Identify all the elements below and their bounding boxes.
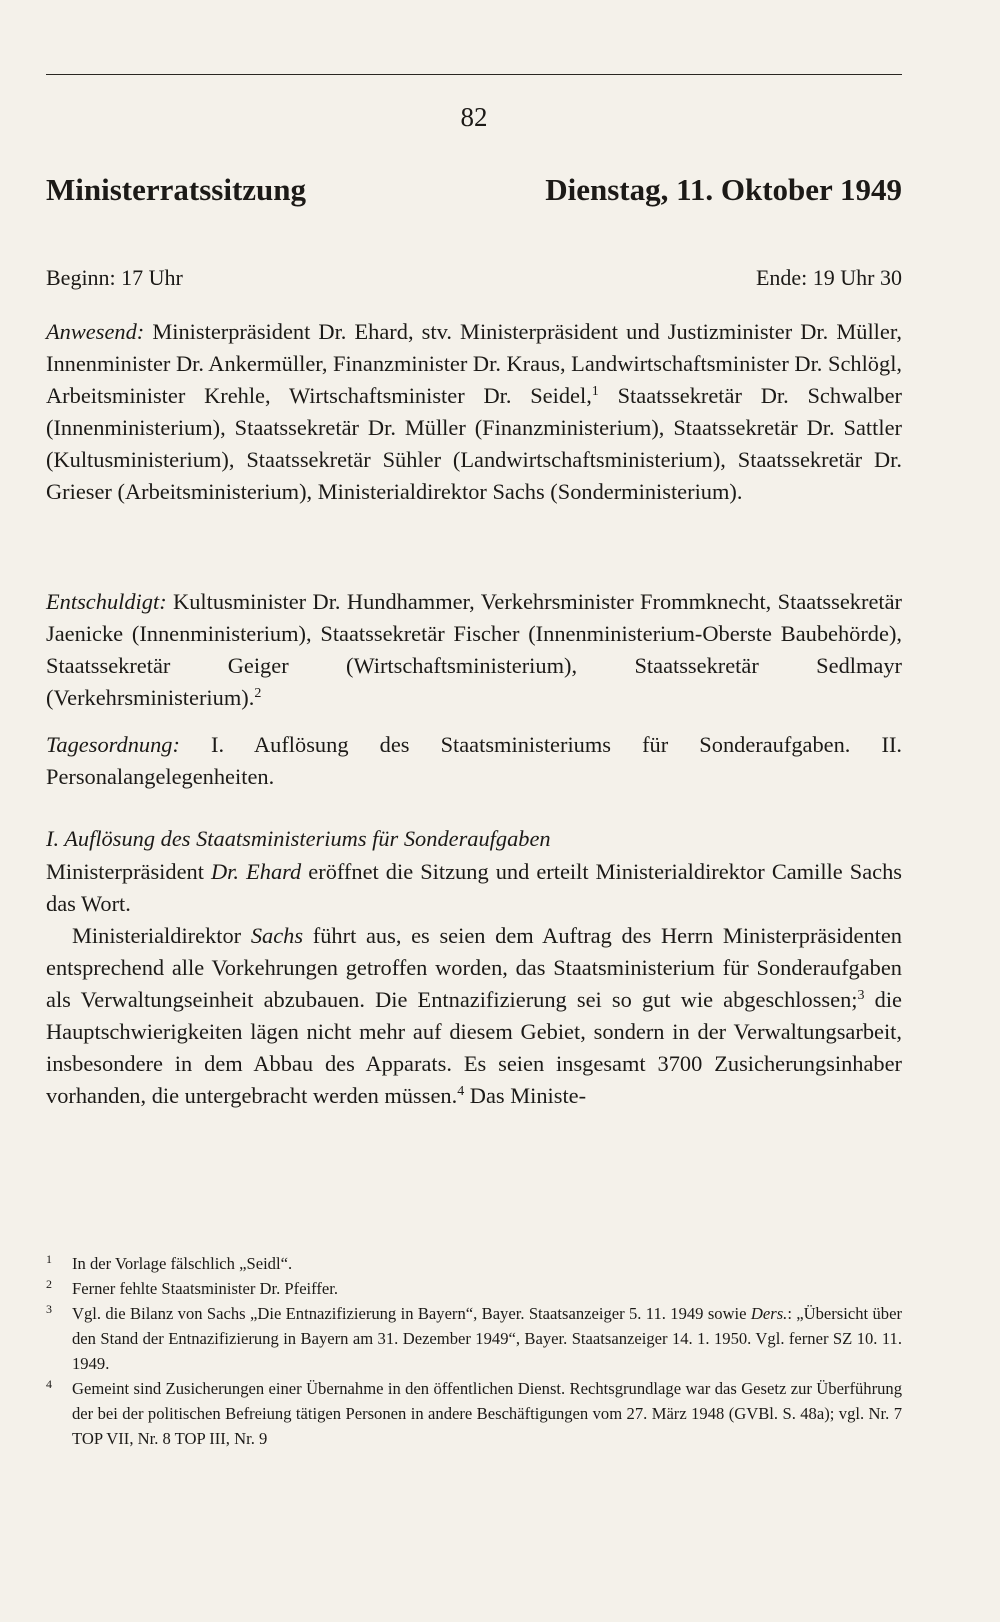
- para1-text-a: Ministerpräsident: [46, 859, 212, 884]
- agenda-label: Tagesordnung:: [46, 732, 180, 757]
- end-time: Ende: 19 Uhr 30: [755, 265, 902, 290]
- excused-text: Kultusminister Dr. Hundhammer, Verkehrsminister Frommknecht, Staatssekretär Jaenicke (Innenministerium), Staatssekretär Fischer (Innenministerium-Oberste Baubehörde), Staatssekretär Geiger (Wirtschaftsministerium), Staatssekretär Sedlmayr (Verkehrsministerium).: [46, 589, 902, 710]
- footnote-ref-3: 3: [857, 988, 865, 1003]
- footnote-text: Gemeint sind Zusicherungen einer Übernahme in den öffentlichen Dienst. Rechtsgrundlage war das Gesetz zur Überführung der bei der politischen Befreiung tätigen Personen in andere Beschäftigungen vom 27. März 1948 (GVBl. S. 48a); vgl. Nr. 7 TOP VII, Nr. 8 TOP III, Nr. 9: [72, 1379, 902, 1448]
- para2-text-a: Ministerialdirektor: [72, 923, 251, 948]
- footnote-text: In der Vorlage fälschlich „Seidl“.: [72, 1254, 293, 1273]
- footnote-ref-1: 1: [591, 384, 599, 399]
- header-rule: [46, 74, 902, 75]
- page-number: 82: [460, 102, 488, 132]
- speaker-name-ehard: Dr. Ehard: [211, 859, 302, 884]
- begin-time: Beginn: 17 Uhr: [46, 265, 183, 290]
- meeting-date: Dienstag, 11. Oktober 1949: [545, 172, 902, 207]
- footnote-text: [72, 1301, 902, 1376]
- document-page: [46, 0, 902, 1622]
- attendees-label: Anwesend:: [46, 319, 145, 344]
- excused-paragraph: [46, 586, 902, 714]
- body-paragraph-2: [46, 920, 902, 1112]
- attendees-text-a: Ministerpräsident Dr. Ehard, stv. Ministerpräsident und Justizminister Dr. Müller, Innenminister Dr. Ankermüller, Finanzminister Dr. Kraus, Landwirtschaftsminister Dr. Schlögl, Arbeitsminister Krehle, Wirtschaftsminister Dr. Seidel,: [46, 319, 903, 408]
- footnote-1: [46, 1251, 902, 1276]
- para2-text-d: Das Ministe-: [464, 1083, 587, 1108]
- para2-text-b: führt aus, es seien dem Auftrag des Herrn Ministerpräsidenten entsprechend alle Vorkehrungen getroffen worden, das Staatsministerium für Sonderaufgaben als Verwaltungseinheit abzubauen. Die Entnazifizierung sei so gut wie abgeschlossen;: [46, 923, 902, 1012]
- footnote-3-text-b: : „Übersicht über den Stand der Entnazifizierung in Bayern am 31. Dezember 1949“, Bayer. Staatsanzeiger 14. 1. 1950. Vgl. ferner SZ 10. 11. 1949.: [72, 1304, 902, 1373]
- footnote-text: Ferner fehlte Staatsminister Dr. Pfeiffer.: [72, 1279, 339, 1298]
- para1-text-b: eröffnet die Sitzung und erteilt Ministerialdirektor Camille Sachs das Wort.: [46, 859, 903, 916]
- meeting-times: [46, 265, 902, 291]
- body-paragraph-1: [46, 856, 902, 920]
- footnote-4: [46, 1376, 902, 1451]
- attendees-text-b: Staatssekretär Dr. Schwalber (Innenministerium), Staatssekretär Dr. Müller (Finanzministerium), Staatssekretär Dr. Sattler (Kultusministerium), Staatssekretär Sühler (Landwirtschaftsministerium), Staatssekretär Dr. Grieser (Arbeitsministerium), Ministerialdirektor Sachs (Sonderministerium).: [46, 383, 902, 504]
- footnote-number: 4: [46, 1377, 52, 1391]
- footnote-ref-4: 4: [457, 1084, 465, 1099]
- agenda-text: I. Auflösung des Staatsministeriums für Sonderaufgaben. II. Personalangelegenheiten.: [46, 732, 902, 789]
- footnote-3-text-a: Vgl. die Bilanz von Sachs „Die Entnazifizierung in Bayern“, Bayer. Staatsanzeiger 5. 11. 1949 sowie: [72, 1304, 751, 1323]
- footnotes: [46, 1251, 902, 1451]
- meeting-header: [46, 172, 902, 208]
- agenda-paragraph: [46, 729, 902, 793]
- footnote-number: 2: [46, 1277, 52, 1291]
- meeting-title: Ministerratssitzung: [46, 172, 307, 207]
- footnote-2: [46, 1276, 902, 1301]
- footnote-number: 3: [46, 1302, 52, 1316]
- speaker-name-sachs: Sachs: [250, 923, 304, 948]
- section-heading: [46, 823, 902, 855]
- attendees-paragraph: [46, 316, 902, 508]
- footnote-ref-2: 2: [254, 686, 262, 701]
- section-heading-text: I. Auflösung des Staatsministeriums für Sonderaufgaben: [46, 826, 551, 851]
- footnote-3-ders: Ders.: [750, 1304, 788, 1323]
- footnote-number: 1: [46, 1252, 52, 1266]
- footnote-3: [46, 1301, 902, 1376]
- excused-label: Entschuldigt:: [46, 589, 167, 614]
- para2-text-c: die Hauptschwierigkeiten lägen nicht mehr auf diesem Gebiet, sondern in der Verwaltungsarbeit, insbesondere in dem Abbau des Apparats. Es seien insgesamt 3700 Zusicherungsinhaber vorhanden, die untergebracht werden müssen.: [46, 987, 902, 1108]
